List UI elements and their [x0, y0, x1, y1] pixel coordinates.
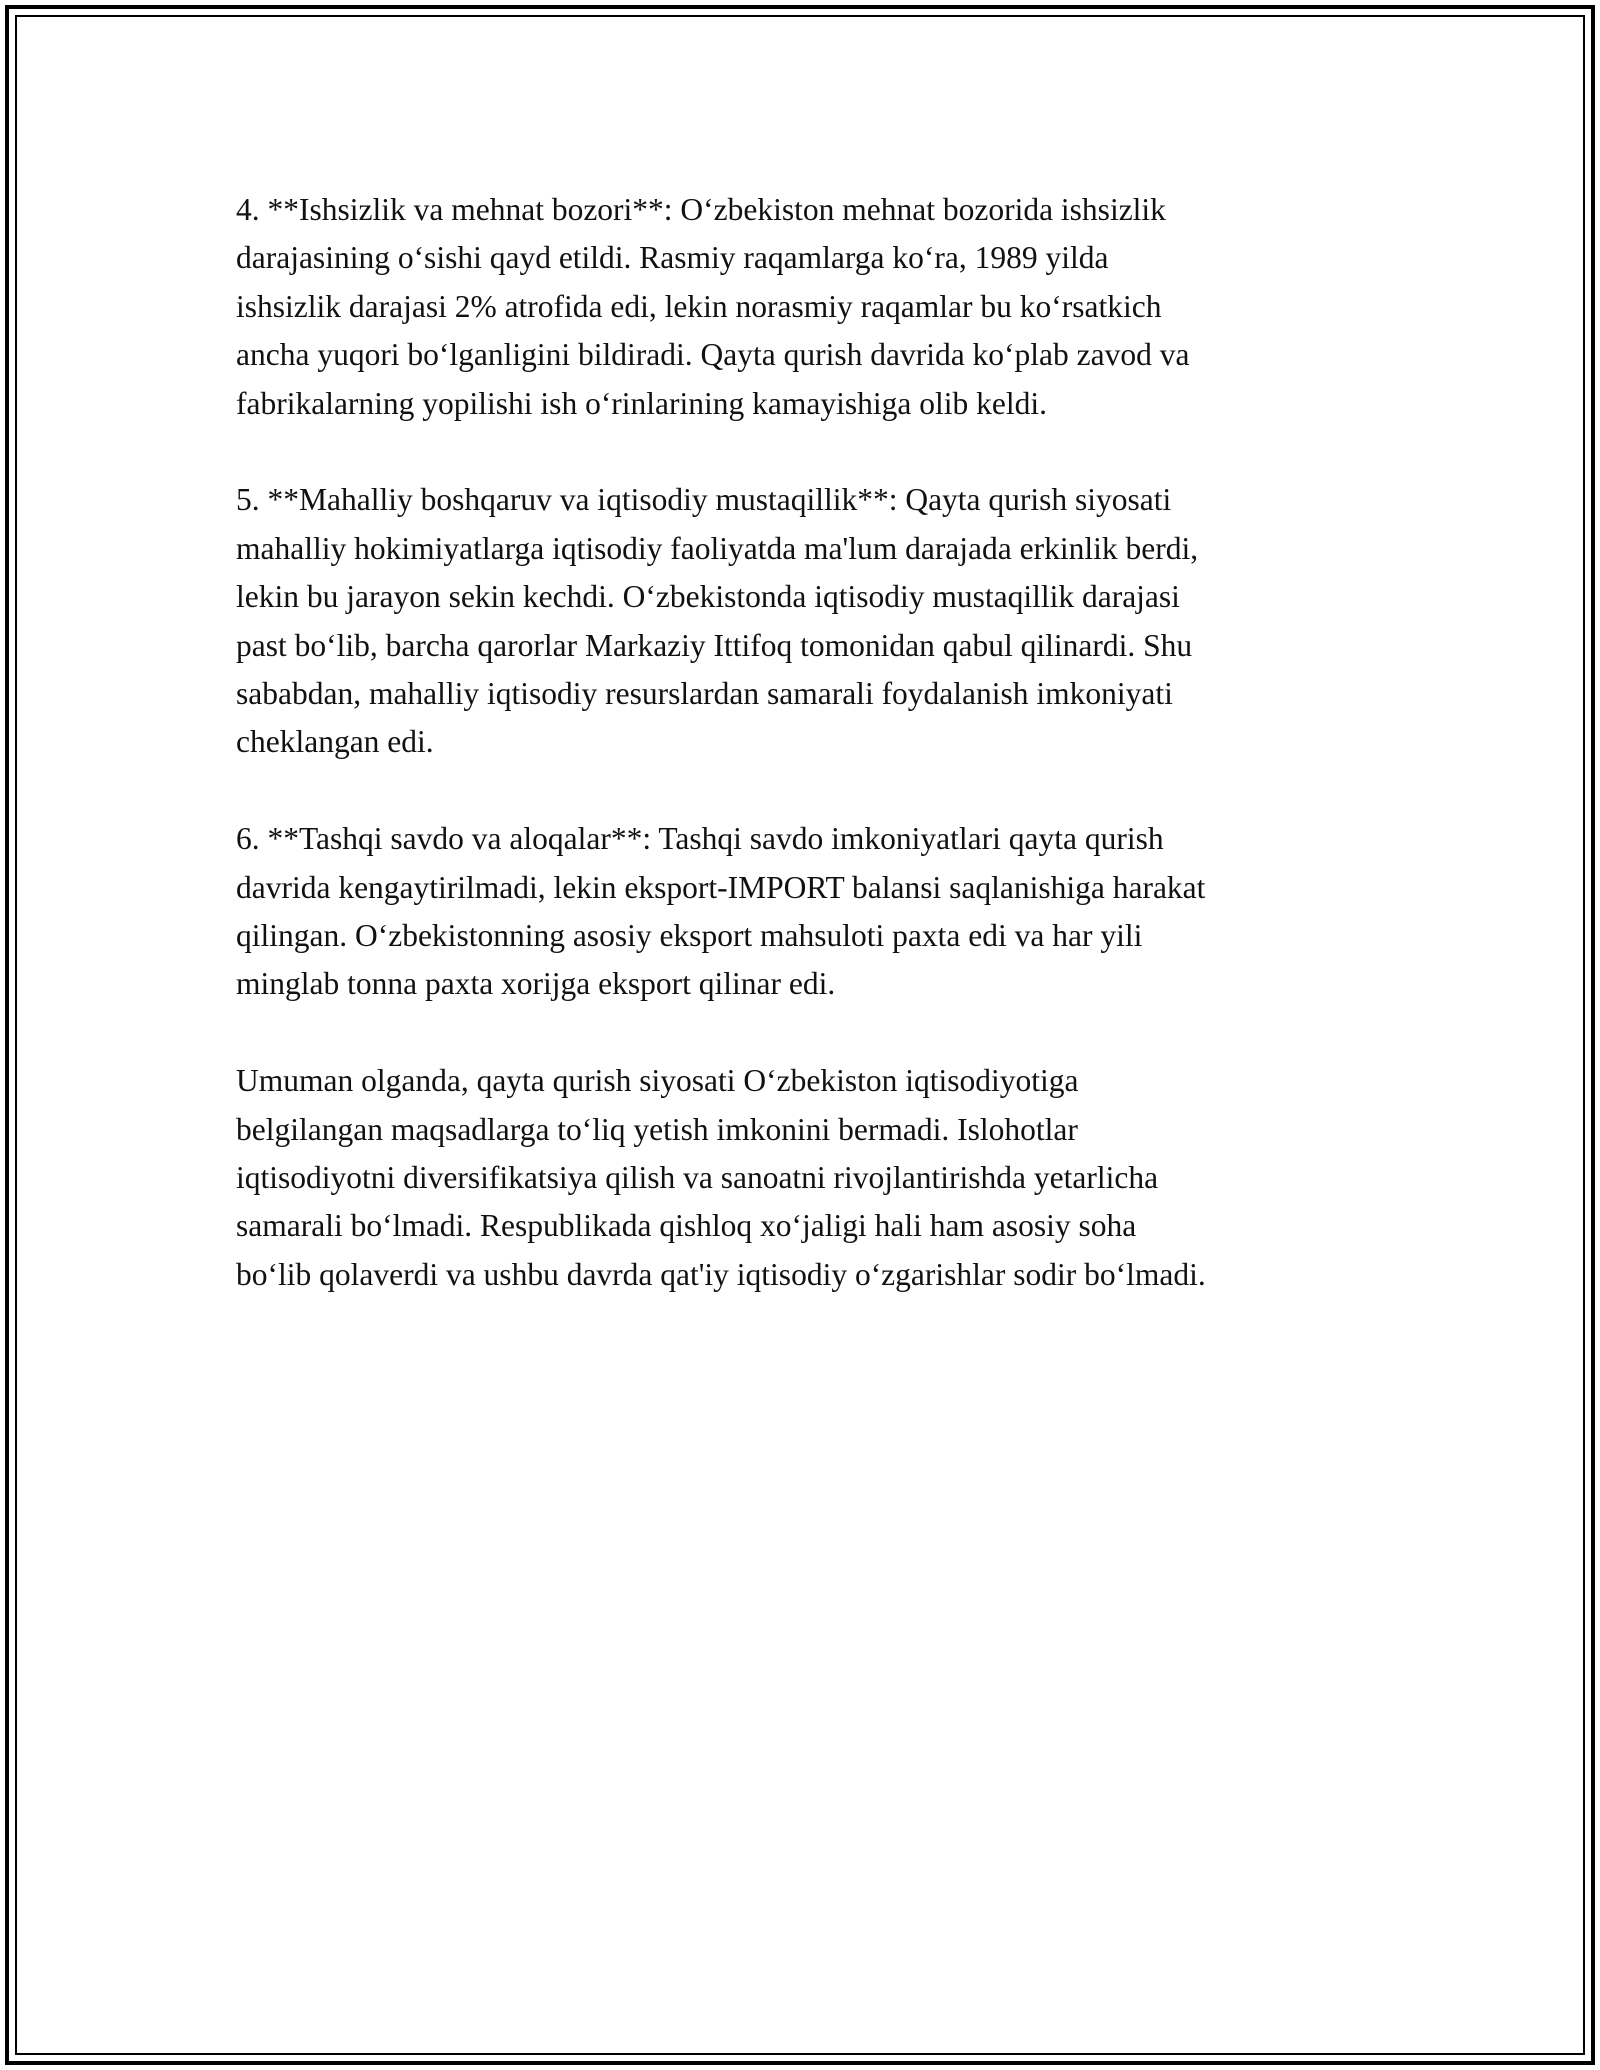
- text-line: fabrikalarning yopilishi ish o‘rinlarining kamayishiga olib keldi.: [236, 385, 1047, 421]
- text-line: ancha yuqori bo‘lganligini bildiradi. Qayta qurish davrida ko‘plab zavod va: [236, 337, 1190, 373]
- text-line: mahalliy hokimiyatlarga iqtisodiy faoliyatda ma'lum darajada erkinlik berdi,: [236, 530, 1199, 566]
- text-line: samarali bo‘lmadi. Respublikada qishloq xo‘jaligi hali ham asosiy soha: [236, 1208, 1137, 1244]
- text-line: davrida kengaytirilmadi, lekin eksport-IMPORT balansi saqlanishiga harakat: [236, 869, 1206, 905]
- text-line: qilingan. O‘zbekistonning asosiy eksport mahsuloti paxta edi va har yili: [236, 918, 1143, 954]
- text-line: 6. **Tashqi savdo va aloqalar**: Tashqi savdo imkoniyatlari qayta qurish: [236, 821, 1164, 857]
- text-line: lekin bu jarayon sekin kechdi. O‘zbekistonda iqtisodiy mustaqillik darajasi: [236, 579, 1180, 615]
- text-line: darajasining o‘sishi qayd etildi. Rasmiy raqamlarga ko‘ra, 1989 yilda: [236, 240, 1109, 276]
- text-line: minglab tonna paxta xorijga eksport qilinar edi.: [236, 966, 836, 1002]
- paragraph-conclusion: [236, 1057, 1396, 1299]
- text-line: Umuman olganda, qayta qurish siyosati O‘zbekiston iqtisodiyotiga: [236, 1063, 1079, 1099]
- text-line: 4. **Ishsizlik va mehnat bozori**: O‘zbekiston mehnat bozorida ishsizlik: [236, 192, 1166, 227]
- text-line: iqtisodiyotni diversifikatsiya qilish va sanoatni rivojlantirishda yetarlicha: [236, 1160, 1159, 1196]
- paragraph-unemployment: [236, 186, 1396, 428]
- paragraph-local-governance: [236, 476, 1396, 766]
- text-line: belgilangan maqsadlarga to‘liq yetish imkonini bermadi. Islohotlar: [236, 1111, 1078, 1147]
- document-body: [236, 186, 1396, 1348]
- text-line: past bo‘lib, barcha qarorlar Markaziy Ittifoq tomonidan qabul qilinardi. Shu: [236, 627, 1193, 663]
- paragraph-foreign-trade: [236, 815, 1396, 1009]
- text-line: 5. **Mahalliy boshqaruv va iqtisodiy mustaqillik**: Qayta qurish siyosati: [236, 482, 1172, 518]
- text-line: ishsizlik darajasi 2% atrofida edi, lekin norasmiy raqamlar bu ko‘rsatkich: [236, 288, 1162, 324]
- text-line: bo‘lib qolaverdi va ushbu davrda qat'iy iqtisodiy o‘zgarishlar sodir bo‘lmadi.: [236, 1256, 1206, 1292]
- text-line: cheklangan edi.: [236, 724, 434, 760]
- text-line: sababdan, mahalliy iqtisodiy resurslardan samarali foydalanish imkoniyati: [236, 676, 1173, 712]
